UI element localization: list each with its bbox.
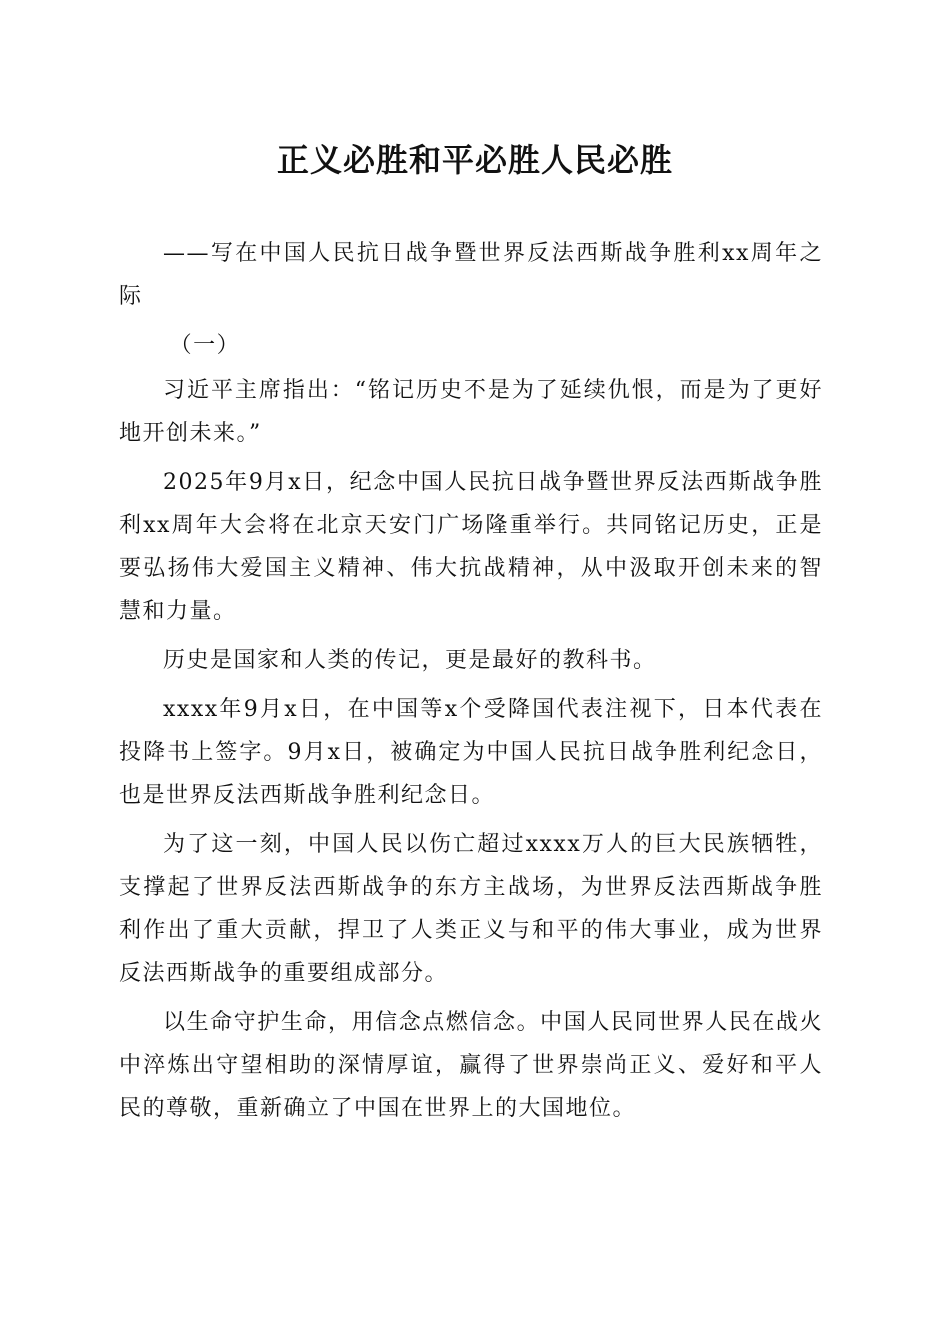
body-paragraph: 为了这一刻，中国人民以伤亡超过xxxx万人的巨大民族牺牲，支撑起了世界反法西斯战争的东方主战场，为世界反法西斯战争胜利作出了重大贡献，捍卫了人类正义与和平的伟大事业，成为世界反法西斯战争的重要组成部分。 [119, 832, 823, 986]
document-body [119, 232, 823, 1136]
body-paragraph: 2025年9月x日，纪念中国人民抗日战争暨世界反法西斯战争胜利xx周年大会将在北京天安门广场隆重举行。共同铭记历史，正是要弘扬伟大爱国主义精神、伟大抗战精神，从中汲取开创未来的智慧和力量。 [119, 470, 823, 624]
body-paragraph: 历史是国家和人类的传记，更是最好的教科书。 [163, 648, 657, 673]
body-paragraph: 习近平主席指出：“铭记历史不是为了延续仇恨，而是为了更好地开创未来。” [119, 378, 823, 446]
body-paragraph: xxxx年9月x日，在中国等x个受降国代表注视下，日本代表在投降书上签字。9月x日，被确定为中国人民抗日战争胜利纪念日，也是世界反法西斯战争胜利纪念日。 [119, 697, 823, 808]
subtitle-paragraph: ——写在中国人民抗日战争暨世界反法西斯战争胜利xx周年之际 [119, 241, 823, 309]
document-title: 正义必胜和平必胜人民必胜 [276, 141, 673, 179]
body-paragraph: 以生命守护生命，用信念点燃信念。中国人民同世界人民在战火中淬炼出守望相助的深情厚谊，赢得了世界崇尚正义、爱好和平人民的尊敬，重新确立了中国在世界上的大国地位。 [119, 1010, 823, 1121]
section-heading: （一） [169, 333, 241, 358]
